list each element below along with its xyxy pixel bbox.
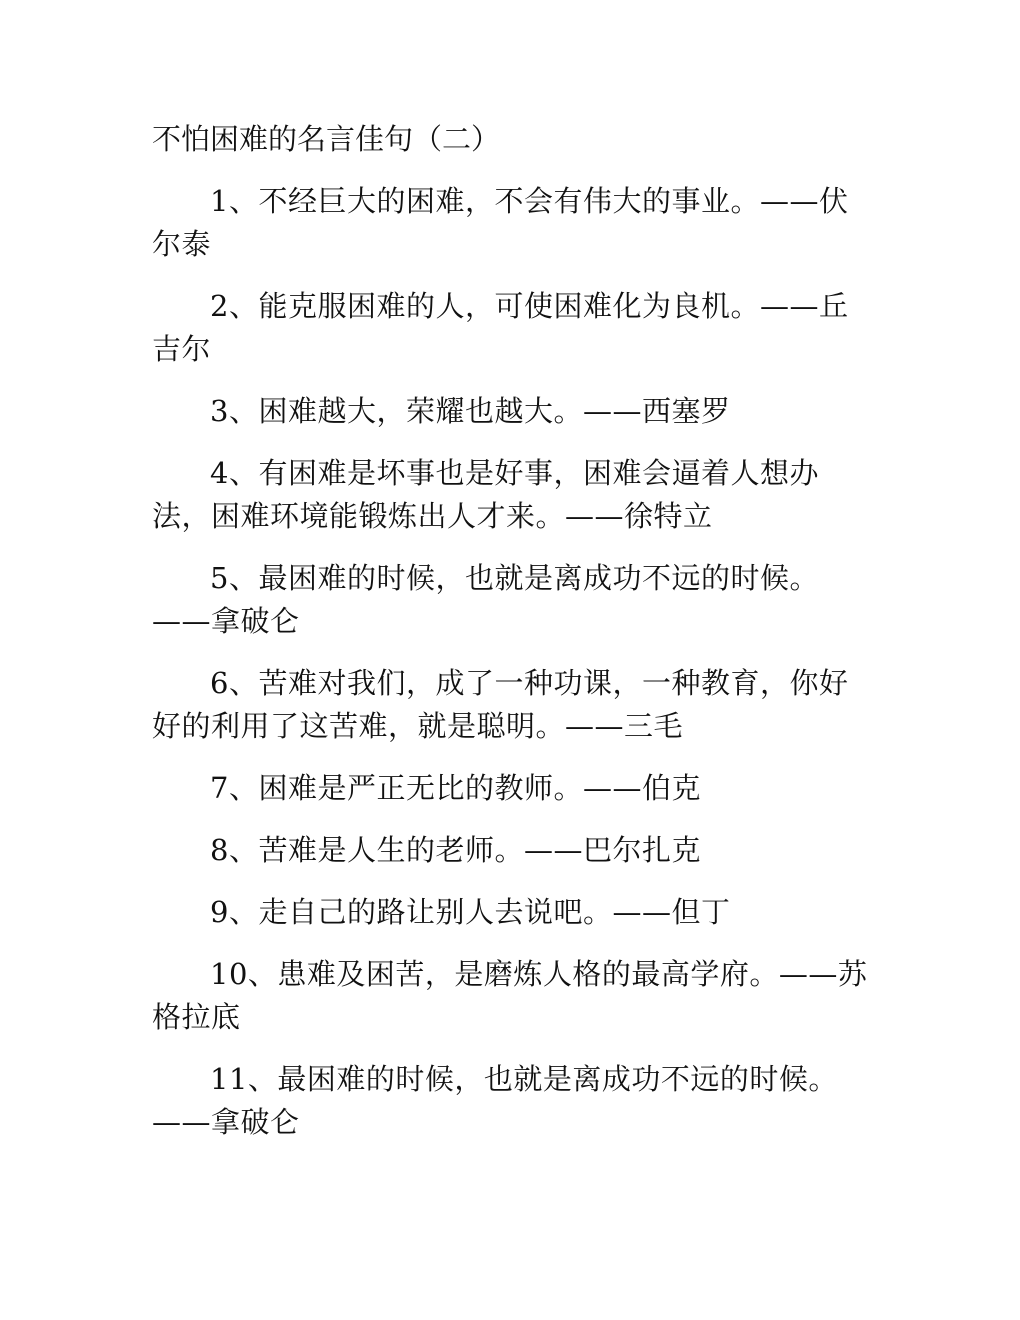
document-page	[152, 118, 874, 1163]
document-title: 不怕困难的名言佳句（二）	[152, 122, 501, 156]
quote-paragraph: 2、能克服困难的人，可使困难化为良机。——丘吉尔	[152, 289, 849, 366]
quote-paragraph: 10、患难及困苦，是磨炼人格的最高学府。——苏格拉底	[152, 957, 868, 1034]
quote-paragraph: 6、苦难对我们，成了一种功课，一种教育，你好好的利用了这苦难，就是聪明。——三毛	[152, 666, 849, 743]
quote-paragraph: 3、困难越大，荣耀也越大。——西塞罗	[210, 394, 731, 428]
quote-paragraph: 9、走自己的路让别人去说吧。——但丁	[210, 895, 731, 929]
quote-paragraph: 1、不经巨大的困难，不会有伟大的事业。——伏尔泰	[152, 184, 849, 261]
quote-paragraph: 11、最困难的时候，也就是离成功不远的时候。——拿破仑	[152, 1062, 838, 1139]
quote-paragraph: 8、苦难是人生的老师。——巴尔扎克	[210, 833, 701, 867]
quote-paragraph: 7、困难是严正无比的教师。——伯克	[210, 771, 701, 805]
quote-paragraph: 5、最困难的时候，也就是离成功不远的时候。——拿破仑	[152, 561, 819, 638]
quote-paragraph: 4、有困难是坏事也是好事，困难会逼着人想办法，困难环境能锻炼出人才来。——徐特立	[152, 456, 819, 533]
